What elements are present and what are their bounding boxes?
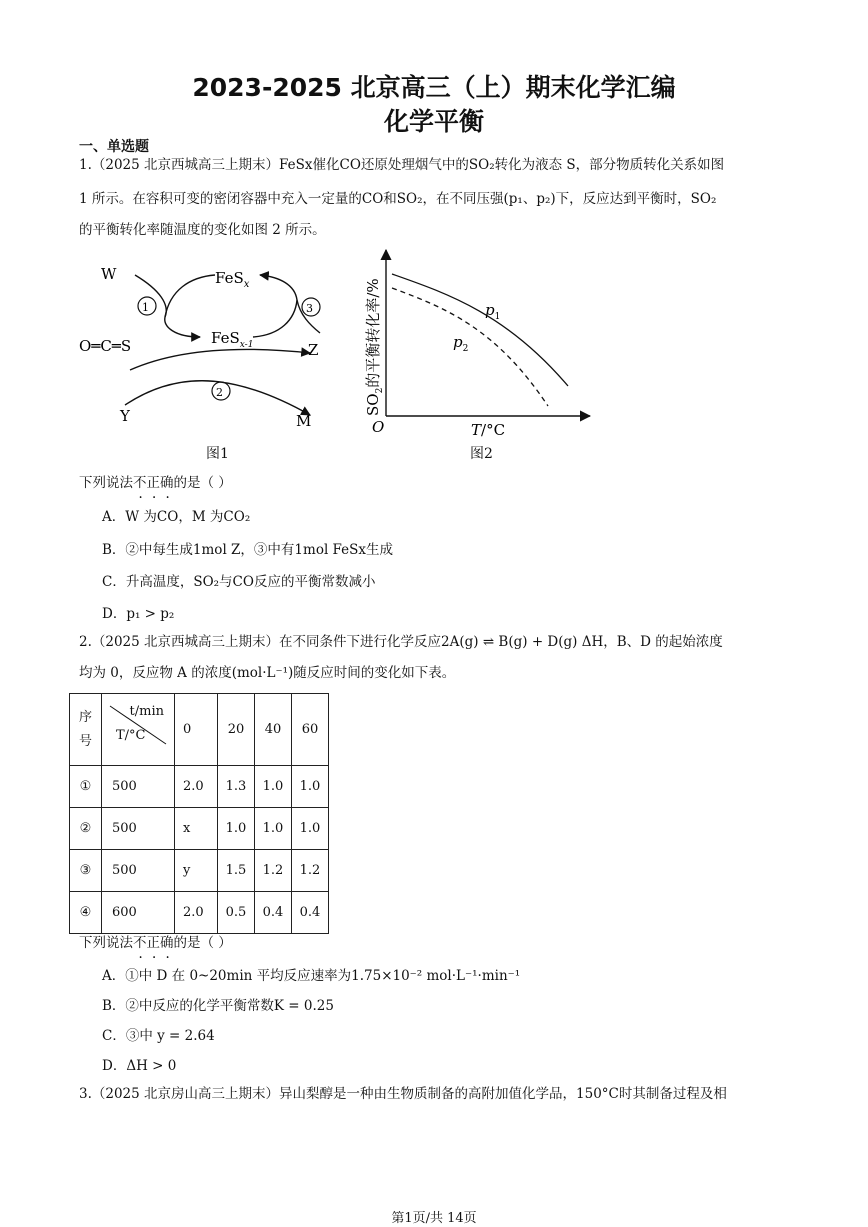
row4-val40: 0.4 <box>255 892 292 934</box>
table-row <box>70 892 329 934</box>
row4-val20: 0.5 <box>218 892 255 934</box>
concentration-table <box>69 693 329 934</box>
row1-val60: 1.0 <box>292 766 329 808</box>
q2-stem <box>79 933 232 953</box>
q2-stem-neg2: 正 <box>146 935 160 951</box>
q1-option-b: B．②中每生成1mol Z，③中有1mol FeSx生成 <box>102 542 394 558</box>
row3-val0: y <box>175 850 218 892</box>
header-seq-2: 号 <box>78 733 92 749</box>
x-axis-label: T/°C <box>471 421 506 439</box>
row1-val20: 1.3 <box>218 766 255 808</box>
document-subtitle: 化学平衡 <box>383 107 484 136</box>
q1-line2: 1 所示。在容积可变的密闭容器中充入一定量的CO和SO₂，在不同压强(p₁、p₂)下，反应达到平衡时，SO₂ <box>79 191 717 207</box>
row1-val0: 2.0 <box>175 766 218 808</box>
q2-stem-pre: 下列说法 <box>79 935 133 951</box>
row4-val0: 2.0 <box>175 892 218 934</box>
header-time-0: 0 <box>175 694 218 766</box>
label-y: Y <box>120 407 130 425</box>
header-tmin: t/min <box>129 704 164 719</box>
header-time-40: 40 <box>255 694 292 766</box>
q1-line1: 1.（2025 北京西城高三上期末）FeSx催化CO还原处理烟气中的SO₂转化为液态 S，部分物质转化关系如图 <box>79 157 725 173</box>
row3-val60: 1.2 <box>292 850 329 892</box>
row2-val0: x <box>175 808 218 850</box>
label-ocs: O═C═S <box>79 337 132 355</box>
label-fesx1: FeS$_{x-1}$ <box>211 329 254 350</box>
table-row <box>70 850 329 892</box>
label-w: W <box>101 265 117 283</box>
label-fesx: FeS$_x$ <box>215 269 250 290</box>
row2-temp: 500 <box>102 808 175 850</box>
step1-label: 1 <box>142 301 149 314</box>
row3-temp: 500 <box>102 850 175 892</box>
row3-val40: 1.2 <box>255 850 292 892</box>
table-row <box>70 766 329 808</box>
arrow-cycle-3 <box>253 275 297 337</box>
figure2-label: 图2 <box>470 446 493 462</box>
row3-val20: 1.5 <box>218 850 255 892</box>
arrow-ocs-to-z <box>130 349 310 370</box>
q1-option-a: A．W 为CO，M 为CO₂ <box>102 509 251 525</box>
table-row <box>70 808 329 850</box>
table-header-row <box>70 694 329 766</box>
q2-stem-post: 的是（ ） <box>173 935 232 951</box>
curve-p1 <box>392 274 568 386</box>
q1-option-d: D．p₁ > p₂ <box>102 606 175 622</box>
q2-option-c: C．③中 y = 2.64 <box>102 1028 215 1044</box>
row4-seq: ④ <box>70 892 102 934</box>
figure1-diagram <box>75 255 335 435</box>
row4-temp: 600 <box>102 892 175 934</box>
q1-stem-neg2: 正 <box>146 475 160 491</box>
section-heading: 一、单选题 <box>79 139 149 155</box>
q2-option-d: D．ΔH > 0 <box>102 1058 177 1074</box>
row1-val40: 1.0 <box>255 766 292 808</box>
row2-val60: 1.0 <box>292 808 329 850</box>
header-time-20: 20 <box>218 694 255 766</box>
q1-stem <box>79 473 232 493</box>
row1-seq: ① <box>70 766 102 808</box>
q2-stem-neg1: 不 <box>133 935 147 951</box>
q2-option-b: B．②中反应的化学平衡常数K = 0.25 <box>102 998 334 1014</box>
q1-option-c: C．升高温度，SO₂与CO反应的平衡常数减小 <box>102 574 376 590</box>
header-diagonal-cell <box>102 694 175 766</box>
q2-line2: 均为 0，反应物 A 的浓度(mol·L⁻¹)随反应时间的变化如下表。 <box>79 665 456 681</box>
origin-label: O <box>372 418 385 436</box>
row1-temp: 500 <box>102 766 175 808</box>
label-p1: $p_1$ <box>485 301 501 322</box>
q1-stem-pre: 下列说法 <box>79 475 133 491</box>
step2-label: 2 <box>216 386 223 399</box>
row3-seq: ③ <box>70 850 102 892</box>
figure1-label: 图1 <box>206 446 229 462</box>
document-title: 2023-2025 北京高三（上）期末化学汇编 <box>192 73 676 102</box>
q2-option-a: A．①中 D 在 0~20min 平均反应速率为1.75×10⁻² mol·L⁻¹·min⁻¹ <box>102 968 521 984</box>
q1-line3: 的平衡转化率随温度的变化如图 2 所示。 <box>79 222 326 238</box>
header-time-60: 60 <box>292 694 329 766</box>
label-z: Z <box>308 341 319 359</box>
page-footer: 第1页/共 14页 <box>391 1211 477 1226</box>
step3-label: 3 <box>306 302 313 315</box>
y-axis-label: $SO_2$的平衡转化率/% <box>364 278 385 416</box>
header-seq <box>70 694 102 766</box>
q2-line1: 2.（2025 北京西城高三上期末）在不同条件下进行化学反应2A(g) ⇌ B(g) + D(g) ΔH，B、D 的起始浓度 <box>79 634 723 650</box>
q3-line1: 3.（2025 北京房山高三上期末）异山梨醇是一种由生物质制备的高附加值化学品，150°C时其制备过程及相 <box>79 1086 727 1102</box>
q1-stem-post: 的是（ ） <box>173 475 232 491</box>
header-seq-1: 序 <box>78 709 92 725</box>
header-temp: T/°C <box>116 728 146 743</box>
label-p2: $p_2$ <box>453 333 469 354</box>
figure2-chart <box>356 248 600 443</box>
q1-stem-neg3: 确 <box>160 475 174 491</box>
row2-val40: 1.0 <box>255 808 292 850</box>
label-m: M <box>296 412 312 430</box>
row2-seq: ② <box>70 808 102 850</box>
row2-val20: 1.0 <box>218 808 255 850</box>
arrow-fesx-return <box>165 275 215 317</box>
q2-stem-neg3: 确 <box>160 935 174 951</box>
row4-val60: 0.4 <box>292 892 329 934</box>
q1-stem-neg1: 不 <box>133 475 147 491</box>
